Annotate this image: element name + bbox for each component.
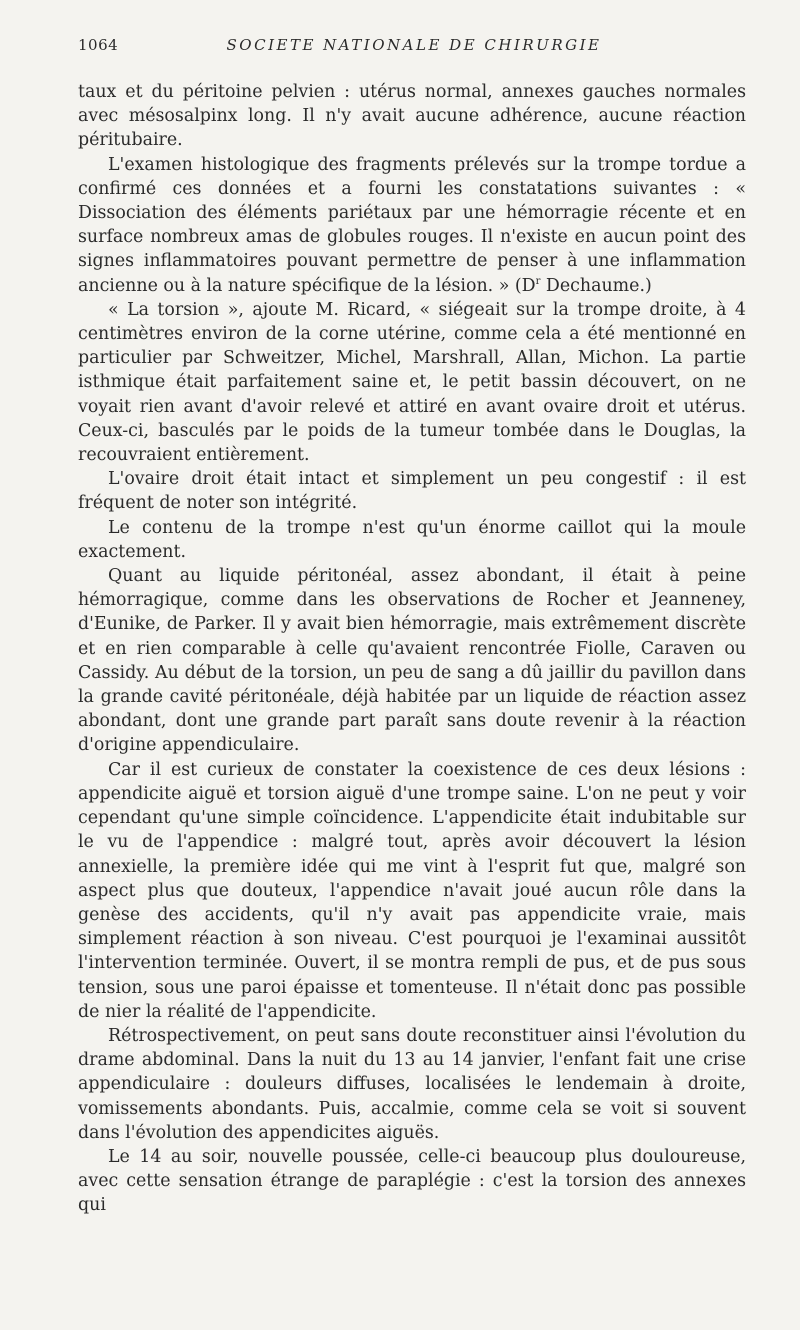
superscript: r <box>535 275 541 287</box>
paragraph-4: L'ovaire droit était intact et simplement un peu congestif : il est fréquent de noter son intégrité. <box>78 469 746 514</box>
page-header <box>78 36 750 58</box>
paragraph-3: « La torsion », ajoute M. Ricard, « siégeait sur la trompe droite, à 4 centimètres environ de la corne utérine, comme cela a été mentionné en particulier par Schweitzer, Michel, Marshrall, Allan, Michon. La partie isthmique était parfaitement saine et, le petit bassin découvert, on ne voyait rien avant d'avoir relevé et attiré en avant ovaire droit et utérus. Ceux-ci, basculés par le poids de la tumeur tombée dans le Douglas, la recouvraient entièrement. <box>78 299 746 466</box>
citation-tail: Dechaume.) <box>540 275 652 296</box>
running-title: SOCIETE NATIONALE DE CHIRURGIE <box>226 36 602 54</box>
body-text <box>78 80 746 1218</box>
page-number: 1064 <box>78 36 119 54</box>
paragraph-5: Le contenu de la trompe n'est qu'un énorme caillot qui la moule exactement. <box>78 517 746 562</box>
paragraph-6: Quant au liquide péritonéal, assez abondant, il était à peine hémorragique, comme dans les observations de Rocher et Jeanneney, d'Eunike, de Parker. Il y avait bien hémorragie, mais extrêmement discrète et en rien comparable à celle qu'avaient rencontrée Fiolle, Caraven ou Cassidy. Au début de la torsion, un peu de sang a dû jaillir du pavillon dans la grande cavité péritonéale, déjà habitée par un liquide de réaction assez abondant, dont une grande part paraît sans doute revenir à la réaction d'origine appendiculaire. <box>78 566 746 756</box>
paragraph-9: Le 14 au soir, nouvelle poussée, celle-ci beaucoup plus douloureuse, avec cette sensation étrange de paraplégie : c'est la torsion des annexes qui <box>78 1146 746 1216</box>
paragraph-2 <box>78 153 746 298</box>
paragraph-8: Rétrospectivement, on peut sans doute reconstituer ainsi l'évolution du drame abdominal. Dans la nuit du 13 au 14 janvier, l'enfant fait une crise appendiculaire : douleurs diffuses, localisées le lendemain à droite, vomissements abondants. Puis, accalmie, comme cela se voit si souvent dans l'évolution des appendicites aiguës. <box>78 1025 746 1143</box>
paragraph-2-text: L'examen histologique des fragments prélevés sur la trompe tordue a confirmé ces données et a fourni les constatations suivantes : « Dissociation des éléments pariétaux par une hémorragie récente et en surface nombreux amas de globules rouges. Il n'existe en aucun point des signes inflammatoires pouvant permettre de penser à une inflammation ancienne ou à la nature spécifique de la lésion. » (D <box>78 154 746 296</box>
paragraph-1: taux et du péritoine pelvien : utérus normal, annexes gauches normales avec mésosalpinx long. Il n'y avait aucune adhérence, aucune réaction péritubaire. <box>78 82 746 151</box>
paragraph-7: Car il est curieux de constater la coexistence de ces deux lésions : appendicite aiguë et torsion aiguë d'une trompe saine. L'on ne peut y voir cependant qu'une simple coïncidence. L'appendicite était indubitable sur le vu de l'appendice : malgré tout, après avoir découvert la lésion annexielle, la première idée qui me vint à l'esprit fut que, malgré son aspect plus que douteux, l'appendice n'avait joué aucun rôle dans la genèse des accidents, qu'il n'y avait pas appendicite vraie, mais simplement réaction à son niveau. C'est pourquoi je l'examinai aussitôt l'intervention terminée. Ouvert, il se montra rempli de pus, et de pus sous tension, sous une paroi épaisse et tomenteuse. Il n'était donc pas possible de nier la réalité de l'appendicite. <box>78 759 746 1022</box>
